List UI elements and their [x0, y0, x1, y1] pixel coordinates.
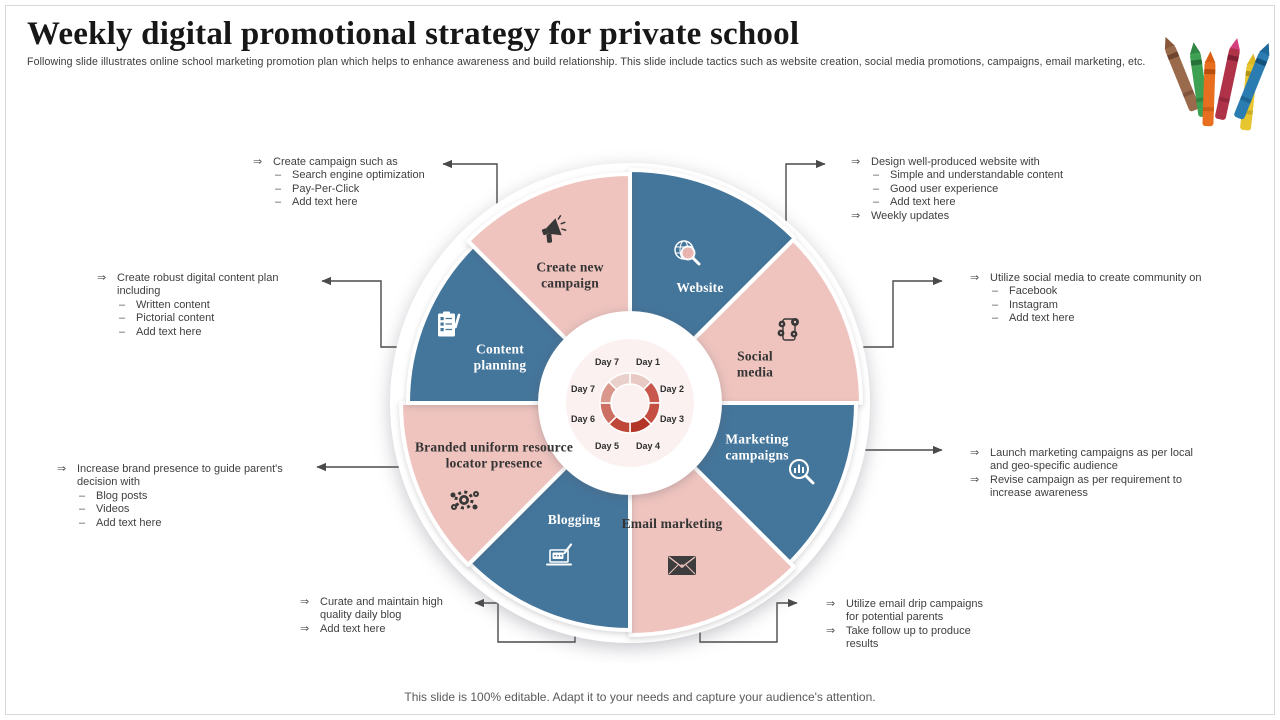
bullet-marker: ⇒ [57, 463, 67, 475]
annotation-social-media [970, 272, 1205, 326]
segment-label-branded-url-presence: Branded uniform resource locator presence [414, 439, 574, 471]
annotation-item [826, 598, 996, 625]
annotation-text: Increase brand presence to guide parent's decision with [77, 463, 283, 489]
annotation-text: Add text here [890, 196, 956, 209]
annotation-text: Utilize social media to create community on [990, 272, 1202, 284]
day-label-4: Day 4 [635, 441, 661, 451]
bullet-marker: – [873, 196, 880, 209]
annotation-text: Add text here [1009, 312, 1075, 325]
annotation-email-drip [826, 598, 996, 652]
segment-label-email-marketing: Email marketing [621, 515, 723, 531]
bullet-marker: ⇒ [851, 156, 861, 168]
bullet-marker: – [992, 312, 999, 325]
annotation-item [970, 447, 1200, 474]
annotation-text: Utilize email drip campaigns for potential parents [846, 598, 983, 624]
annotation-item [300, 623, 450, 636]
crayons-image [1148, 14, 1278, 149]
annotation-text: Add text here [136, 325, 202, 338]
bullet-marker: – [119, 325, 126, 338]
bullet-marker: ⇒ [300, 596, 310, 608]
annotation-text: Create robust digital content plan including [117, 272, 279, 298]
weekly-strategy-wheel [370, 143, 890, 663]
annotation-brand-presence [57, 463, 292, 530]
annotation-item [992, 312, 1205, 325]
annotation-text: Blog posts [96, 489, 148, 502]
annotation-text: Written content [136, 298, 210, 311]
annotation-item [119, 326, 317, 339]
annotation-text: Add text here [96, 516, 162, 529]
bullet-marker: – [992, 298, 999, 311]
annotation-item [851, 156, 1086, 169]
annotation-text: Weekly updates [871, 209, 950, 222]
bullet-marker: ⇒ [97, 272, 107, 284]
annotation-item [275, 196, 438, 209]
annotation-item [970, 272, 1205, 285]
bullet-marker: – [992, 285, 999, 298]
annotation-item [992, 285, 1205, 298]
annotation-item [826, 625, 996, 652]
header [27, 16, 1147, 68]
annotation-text: Add text here [320, 622, 386, 635]
annotation-item [79, 503, 292, 516]
annotation-text: Add text here [292, 196, 358, 209]
bullet-marker: ⇒ [300, 622, 310, 635]
annotation-text: Design well-produced website with [871, 156, 1040, 168]
annotation-item [275, 169, 438, 182]
bullet-marker: ⇒ [851, 209, 861, 222]
day-label-3: Day 3 [659, 414, 685, 424]
bullet-marker: ⇒ [253, 156, 263, 168]
annotation-item [57, 463, 292, 490]
annotation-item [79, 490, 292, 503]
bullet-marker: ⇒ [826, 598, 836, 610]
annotation-text: Videos [96, 503, 130, 516]
annotation-item [992, 299, 1205, 312]
annotation-text: Facebook [1009, 285, 1058, 298]
annotation-text: Pay-Per-Click [292, 182, 360, 195]
day-label-1: Day 1 [635, 357, 661, 367]
annotation-item [851, 210, 1086, 223]
bullet-marker: – [873, 182, 880, 195]
annotation-text: Take follow up to produce results [846, 624, 971, 651]
bullet-marker: ⇒ [970, 272, 980, 284]
segment-label-create-new-campaign: Create new campaign [536, 259, 604, 291]
crayon-orange [1202, 51, 1216, 126]
annotation-item [119, 299, 317, 312]
annotation-blogging [300, 596, 450, 636]
annotation-item [119, 312, 317, 325]
day-label-7-left: Day 7 [570, 384, 596, 394]
bullet-marker: – [873, 169, 880, 182]
annotation-item [970, 474, 1200, 501]
day-label-2: Day 2 [659, 384, 685, 394]
page-subtitle: Following slide illustrates online school marketing promotion plan which helps to enhance awareness and build relationship. This slide include tactics such as website creation, social media promotions, campaigns, email marketing, etc. [27, 56, 1146, 69]
page-title: Weekly digital promotional strategy for private school [27, 16, 800, 52]
annotation-item [275, 183, 438, 196]
annotation-text: Create campaign such as [273, 156, 398, 168]
wheel-hub-inner [566, 339, 694, 467]
segment-label-website: Website [676, 279, 724, 295]
segment-label-blogging: Blogging [547, 511, 601, 527]
bullet-marker: ⇒ [826, 624, 836, 637]
bullet-marker: – [275, 169, 282, 182]
annotation-content-plan [97, 272, 317, 339]
annotation-text: Search engine optimization [292, 169, 425, 182]
annotation-item [300, 596, 450, 623]
segment-label-marketing-campaigns: Marketing campaigns [725, 431, 789, 463]
annotation-text: Simple and understandable content [890, 169, 1064, 182]
annotation-website [851, 156, 1086, 223]
annotation-item [97, 272, 317, 299]
day-label-6: Day 6 [570, 414, 596, 424]
bullet-marker: – [275, 196, 282, 209]
annotation-item [79, 517, 292, 530]
bullet-marker: ⇒ [970, 473, 980, 486]
bullet-marker: – [79, 503, 86, 516]
day-label-7-top: Day 7 [594, 357, 620, 367]
bullet-marker: – [79, 516, 86, 529]
segment-label-content-planning: Content planning [473, 341, 527, 373]
annotation-create-campaign [253, 156, 438, 210]
day-label-5: Day 5 [594, 441, 620, 451]
bullet-marker: – [79, 489, 86, 502]
segment-label-social-media: Social media [736, 348, 774, 380]
annotation-text: Launch marketing campaigns as per local and geo-specific audience [990, 447, 1194, 473]
annotation-text: Curate and maintain high quality daily blog [320, 596, 443, 622]
annotation-marketing-campaigns [970, 447, 1200, 501]
footer-note: This slide is 100% editable. Adapt it to your needs and capture your audience's attention. [404, 690, 876, 704]
annotation-text: Revise campaign as per requirement to increase awareness [990, 473, 1182, 500]
bullet-marker: ⇒ [970, 447, 980, 459]
annotation-text: Instagram [1009, 298, 1058, 311]
bullet-marker: – [119, 312, 126, 325]
annotation-item [873, 196, 1086, 209]
annotation-text: Good user experience [890, 182, 999, 195]
annotation-item [253, 156, 438, 169]
annotation-item [873, 183, 1086, 196]
annotation-text: Pictorial content [136, 312, 215, 325]
bullet-marker: – [275, 182, 282, 195]
annotation-item [873, 169, 1086, 182]
bullet-marker: – [119, 298, 126, 311]
